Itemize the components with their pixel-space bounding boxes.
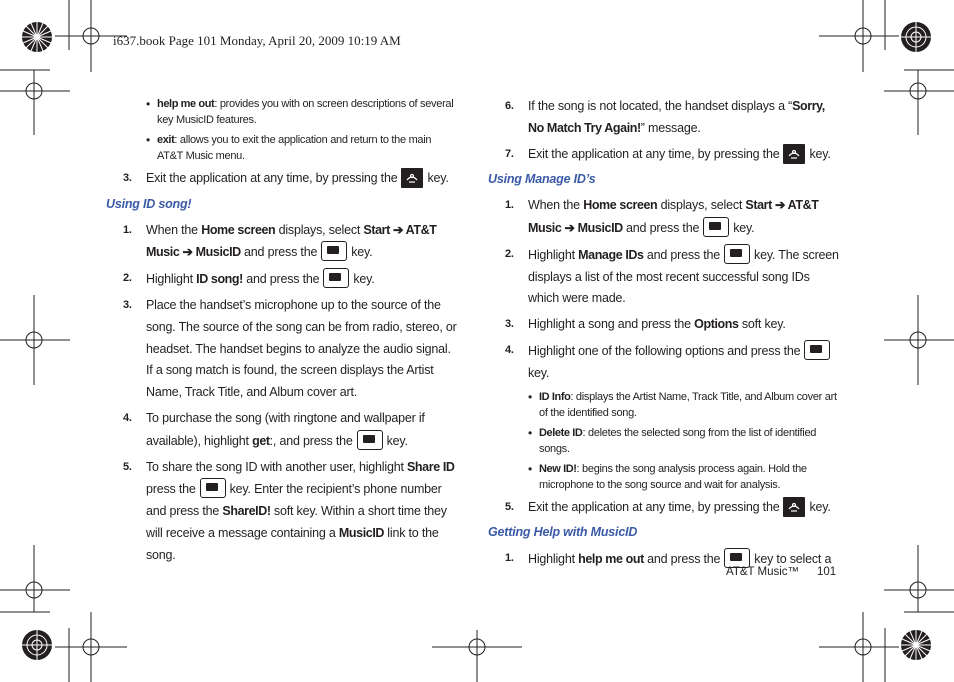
end-key-icon: [783, 144, 805, 164]
print-header: i637.book Page 101 Monday, April 20, 2009 10:19 AM: [113, 33, 401, 48]
manage-step-1: 1. When the Home screen displays, select Start ➔ AT&T Music ➔ MusicID and press the key.: [505, 198, 819, 235]
step-1: 1. When the Home screen displays, select Start ➔ AT&T Music ➔ MusicID and press the key.: [123, 222, 437, 260]
right-column: [488, 96, 840, 575]
starburst-top-left: [22, 22, 52, 52]
section-heading-manage-ids: Using Manage ID’s: [488, 172, 596, 187]
end-key-icon: [401, 168, 423, 188]
step-5: 5. To share the song ID with another user, highlight Share ID press the key. Enter the recipient’s phone number and press the ShareID! soft key. Within a short time they will receive a message containing a MusicID link to the song.: [123, 459, 455, 562]
crosshair-left-mid: [0, 295, 70, 385]
bullet-help-me-out: • help me out: provides you with on screen descriptions of several key MusicID features.: [146, 96, 458, 128]
step-6: 6. If the song is not located, the handset displays a “Sorry, No Match Try Again!” message.: [505, 99, 825, 135]
bullet-exit: • exit: allows you to exit the application and return to the main AT&T Music menu.: [146, 132, 458, 164]
ok-key-icon: [724, 244, 750, 264]
crosshair-left-upper: [0, 70, 70, 135]
end-key-icon: [783, 497, 805, 517]
ok-key-icon: [323, 268, 349, 288]
ok-key-icon: [200, 478, 226, 498]
left-column: [106, 96, 458, 571]
starburst-bottom-left: [22, 630, 52, 660]
ok-key-icon: [357, 430, 383, 450]
crosshair-top-right: [819, 0, 899, 72]
manage-step-4: 4. Highlight one of the following options and press thekey.: [488, 340, 840, 385]
manage-step-3: 3. Highlight a song and press the Options soft key.: [505, 317, 786, 332]
bullet-delete-id: • Delete ID: deletes the selected song from the list of identified songs.: [528, 425, 840, 457]
ok-key-icon: [703, 217, 729, 237]
step-7: 7. Exit the application at any time, by pressing the key.: [488, 144, 840, 166]
manage-step-2: 2. Highlight Manage IDs and press the key. The screen displays a list of the most recent successful song IDs which were made.: [488, 244, 840, 310]
crosshair-right-upper: [884, 70, 954, 135]
bullet-id-info: • ID Info: displays the Artist Name, Track Title, and Album cover art of the identified song.: [528, 389, 840, 421]
footer-title: AT&T Music™: [726, 566, 800, 578]
ok-key-icon: [804, 340, 830, 360]
step-2: 2. Highlight ID song! and press the key.: [106, 268, 458, 291]
crosshair-bottom-center: [432, 630, 522, 682]
help-step-1: 1. Highlight help me out and press the key to select a: [488, 548, 840, 571]
crosshair-right-lower: [884, 545, 954, 612]
crosshair-left-lower: [0, 545, 70, 612]
bullet-new-id: • New ID!: begins the song analysis process again. Hold the microphone to the song source and wait for analysis.: [528, 461, 840, 493]
crosshair-bottom-right: [819, 612, 899, 682]
step-4: 4. To purchase the song (with ringtone and wallpaper if available), highlight get:, and press the key.: [123, 410, 425, 448]
ok-key-icon: [321, 241, 347, 261]
page-number: 101: [817, 566, 837, 578]
section-heading-getting-help: Getting Help with MusicID: [488, 525, 638, 540]
manage-step-5: 5. Exit the application at any time, by pressing the key.: [488, 497, 840, 519]
section-heading-id-song: Using ID song!: [106, 196, 192, 211]
crosshair-bottom-left: [55, 612, 127, 682]
crosshair-right-mid: [884, 295, 954, 385]
step-3-exit: 3. Exit the application at any time, by pressing the key.: [106, 168, 458, 190]
step-3: 3. Place the handset’s microphone up to the source of the song. The source of the song can be from radio, stereo, or headset. The handset begins to analyze the audio signal. If a song match is found, the screen displays the Artist Name, Track Title, and Album cover art.: [123, 297, 457, 400]
starburst-bottom-right: [901, 630, 931, 660]
starburst-top-right: [901, 22, 931, 52]
